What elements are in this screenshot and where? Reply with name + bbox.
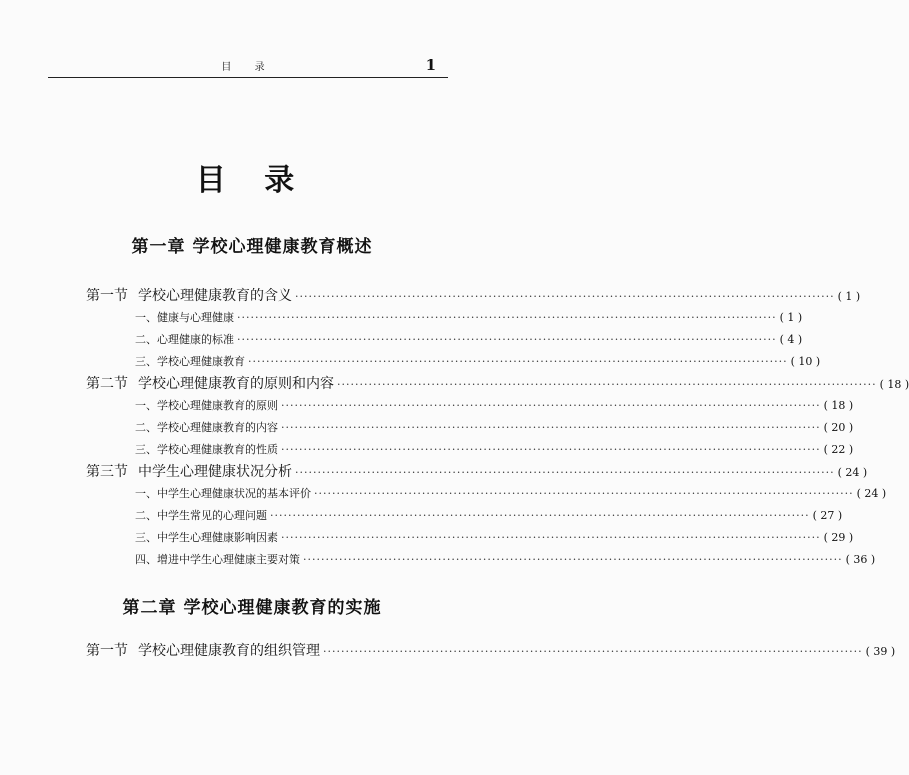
page-number: 1 (425, 56, 436, 74)
toc-subsection-entry[interactable] (135, 441, 854, 457)
subsection-page-number: ( 20 ) (823, 421, 854, 434)
subsection-page-number: ( 10 ) (790, 355, 821, 368)
section-page-number: ( 18 ) (879, 378, 909, 391)
header-rule (48, 77, 448, 78)
subsection-title: 四、增进中学生心理健康主要对策 (135, 553, 300, 566)
toc-subsection-entry[interactable] (135, 397, 854, 413)
toc-section-entry[interactable] (86, 373, 909, 393)
section-number: 第三节 (86, 464, 128, 480)
subsection-title: 二、学校心理健康教育的内容 (135, 421, 278, 434)
subsection-page-number: ( 4 ) (779, 333, 803, 346)
subsection-title: 三、学校心理健康教育 (135, 355, 245, 368)
toc-subsection-entry[interactable] (135, 507, 843, 523)
section-number: 第一节 (86, 643, 128, 659)
running-header (48, 56, 448, 78)
section-title: 学校心理健康教育的含义 (138, 288, 292, 304)
subsection-page-number: ( 24 ) (856, 487, 887, 500)
subsection-title: 一、中学生心理健康状况的基本评价 (135, 487, 311, 500)
subsection-title: 三、学校心理健康教育的性质 (135, 443, 278, 456)
chapter-heading: 第一章 学校心理健康教育概述 (131, 237, 373, 257)
chapter-heading: 第二章 学校心理健康教育的实施 (122, 598, 382, 618)
toc-subsection-entry[interactable] (135, 485, 887, 501)
toc-section-entry[interactable] (86, 461, 868, 481)
toc-section-entry[interactable] (86, 285, 861, 305)
dot-leader: ························································································································ (281, 399, 821, 412)
section-page-number: ( 39 ) (865, 645, 896, 658)
subsection-title: 一、学校心理健康教育的原则 (135, 399, 278, 412)
running-header-title: 目 录 (221, 62, 275, 73)
section-title: 中学生心理健康状况分析 (138, 464, 292, 480)
subsection-page-number: ( 22 ) (823, 443, 854, 456)
toc-subsection-entry[interactable] (135, 309, 803, 325)
dot-leader: ························································································································ (237, 311, 777, 324)
toc-subsection-entry[interactable] (135, 331, 803, 347)
dot-leader: ························································································································ (248, 355, 788, 368)
section-title: 学校心理健康教育的组织管理 (138, 643, 320, 659)
dot-leader: ························································································································ (281, 421, 821, 434)
subsection-title: 三、中学生心理健康影响因素 (135, 531, 278, 544)
subsection-title: 一、健康与心理健康 (135, 311, 234, 324)
section-page-number: ( 1 ) (837, 290, 861, 303)
subsection-title: 二、心理健康的标准 (135, 333, 234, 346)
dot-leader: ························································································································ (303, 553, 843, 566)
subsection-page-number: ( 29 ) (823, 531, 854, 544)
dot-leader: ························································································································ (237, 333, 777, 346)
page-title: 目 录 (195, 163, 309, 198)
dot-leader: ························································································································ (323, 645, 863, 658)
dot-leader: ························································································································ (314, 487, 854, 500)
subsection-page-number: ( 1 ) (779, 311, 803, 324)
section-page-number: ( 24 ) (837, 466, 868, 479)
section-number: 第一节 (86, 288, 128, 304)
subsection-page-number: ( 18 ) (823, 399, 854, 412)
dot-leader: ························································································································ (270, 509, 810, 522)
toc-subsection-entry[interactable] (135, 419, 854, 435)
subsection-page-number: ( 36 ) (845, 553, 876, 566)
dot-leader: ························································································································ (295, 290, 835, 303)
toc-section-entry[interactable] (86, 640, 896, 660)
subsection-title: 二、中学生常见的心理问题 (135, 509, 267, 522)
dot-leader: ························································································································ (337, 378, 877, 391)
toc-subsection-entry[interactable] (135, 353, 821, 369)
dot-leader: ························································································································ (295, 466, 835, 479)
dot-leader: ························································································································ (281, 443, 821, 456)
toc-subsection-entry[interactable] (135, 529, 854, 545)
subsection-page-number: ( 27 ) (812, 509, 843, 522)
section-title: 学校心理健康教育的原则和内容 (138, 376, 334, 392)
section-number: 第二节 (86, 376, 128, 392)
dot-leader: ························································································································ (281, 531, 821, 544)
toc-subsection-entry[interactable] (135, 551, 876, 567)
